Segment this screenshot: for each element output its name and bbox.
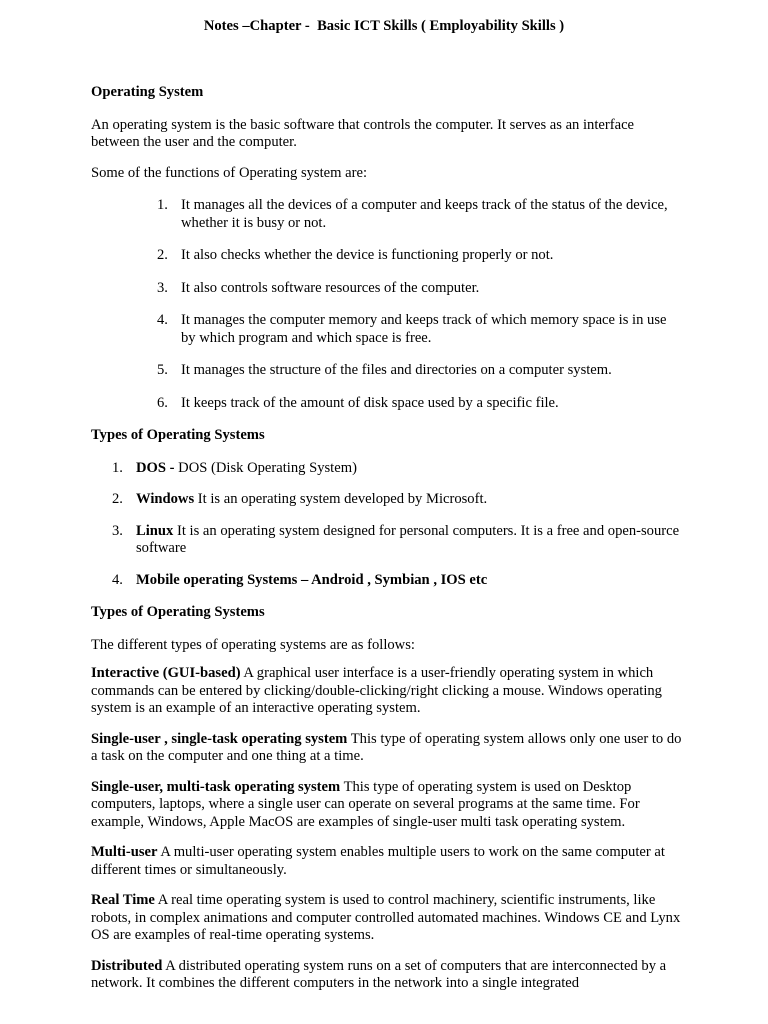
entry-term: Single-user , single-task operating system [91, 730, 348, 747]
entry-term: Real Time [91, 892, 155, 908]
list-item [91, 395, 683, 413]
list-item [91, 247, 683, 265]
os-type-entry-single-user-multi-task [91, 779, 683, 832]
list-item-term: Mobile operating Systems – Android , Symbian , IOS etc [136, 571, 488, 588]
list-item [91, 491, 683, 509]
entry-term: Distributed [91, 957, 163, 974]
entry-term: Multi-user [91, 844, 158, 860]
entry-text: This type of operating system is used on Desktop computers, laptops, where a single user can operate on several programs at the same time. For example, Windows, Apple MacOS are examples of single-user multi task operating system. [91, 778, 640, 830]
os-type-entry-single-user-single-task [91, 731, 683, 766]
list-number: 1. [112, 459, 123, 476]
list-number: 2. [112, 491, 123, 507]
list-number: 4. [112, 571, 123, 588]
list-item [91, 460, 683, 478]
list-item-text: It is an operating system designed for personal computers. It is a free and open-source software [136, 522, 680, 556]
os-functions-list [91, 197, 683, 412]
document-body [91, 84, 683, 1006]
document-title: Notes –Chapter - Basic ICT Skills ( Employability Skills ) [203, 18, 565, 34]
os-functions-intro: Some of the functions of Operating system are: [91, 164, 367, 181]
list-item [91, 523, 683, 558]
os-type-entry-distributed [91, 958, 683, 993]
list-item [91, 572, 683, 590]
list-item [91, 362, 683, 380]
list-item-text: It keeps track of the amount of disk space used by a specific file. [181, 394, 559, 411]
list-item-text: It manages the computer memory and keeps track of which memory space is in use by which program and which space is free. [181, 312, 667, 346]
list-number: 3. [112, 522, 123, 539]
list-item-text: DOS (Disk Operating System) [174, 459, 357, 476]
section-heading-operating-system: Operating System [91, 84, 204, 100]
list-item-text: It also controls software resources of the computer. [181, 279, 480, 296]
list-number: 6. [157, 394, 168, 411]
list-item-term: Linux [136, 522, 174, 539]
list-number: 5. [157, 362, 168, 378]
os-type-entry-multi-user [91, 844, 683, 879]
os-types-list [91, 460, 683, 590]
list-number: 3. [157, 279, 168, 296]
entry-text: A graphical user interface is a user-friendly operating system in which commands can be entered by clicking/double-clicking/right clicking a mouse. Windows operating system is an example of an interactive operating system. [91, 665, 662, 716]
list-item [91, 312, 683, 347]
os-type-entry-interactive [91, 665, 683, 718]
os-intro-paragraph: An operating system is the basic software that controls the computer. It serves as an interface between the user and the computer. [91, 116, 635, 150]
list-item-text: It is an operating system developed by Microsoft. [194, 491, 488, 507]
os-type-entry-real-time [91, 892, 683, 945]
list-item [91, 197, 683, 232]
list-number: 2. [157, 247, 168, 263]
entry-text: This type of operating system allows only one user to do a task on the computer and one thing at a time. [91, 730, 682, 764]
list-item-term: DOS - [136, 459, 175, 476]
entry-text: A real time operating system is used to control machinery, scientific instruments, like robots, in complex animations and computer controlled automated machines. Windows CE and Lynx OS are examples of real-time operating systems. [91, 892, 681, 943]
entry-text: A multi-user operating system enables multiple users to work on the same computer at different times or simultaneously. [91, 844, 665, 878]
section-heading-types-of-os: Types of Operating Systems [91, 427, 265, 443]
list-item-term: Windows [136, 491, 195, 507]
list-item [91, 280, 683, 298]
list-item-text: It manages all the devices of a computer and keeps track of the status of the device, whether it is busy or not. [181, 197, 668, 231]
list-item-text: It also checks whether the device is functioning properly or not. [181, 247, 554, 263]
list-number: 1. [157, 197, 168, 213]
types-intro-paragraph: The different types of operating systems are as follows: [91, 636, 415, 653]
list-number: 4. [157, 312, 168, 328]
entry-term: Single-user, multi-task operating system [91, 778, 341, 795]
section-heading-types-of-os-detail: Types of Operating Systems [91, 604, 265, 620]
list-item-text: It manages the structure of the files and directories on a computer system. [181, 362, 612, 378]
entry-text: A distributed operating system runs on a set of computers that are interconnected by a network. It combines the different computers in the network into a single integrated [91, 957, 667, 991]
entry-term: Interactive (GUI-based) [91, 665, 241, 681]
